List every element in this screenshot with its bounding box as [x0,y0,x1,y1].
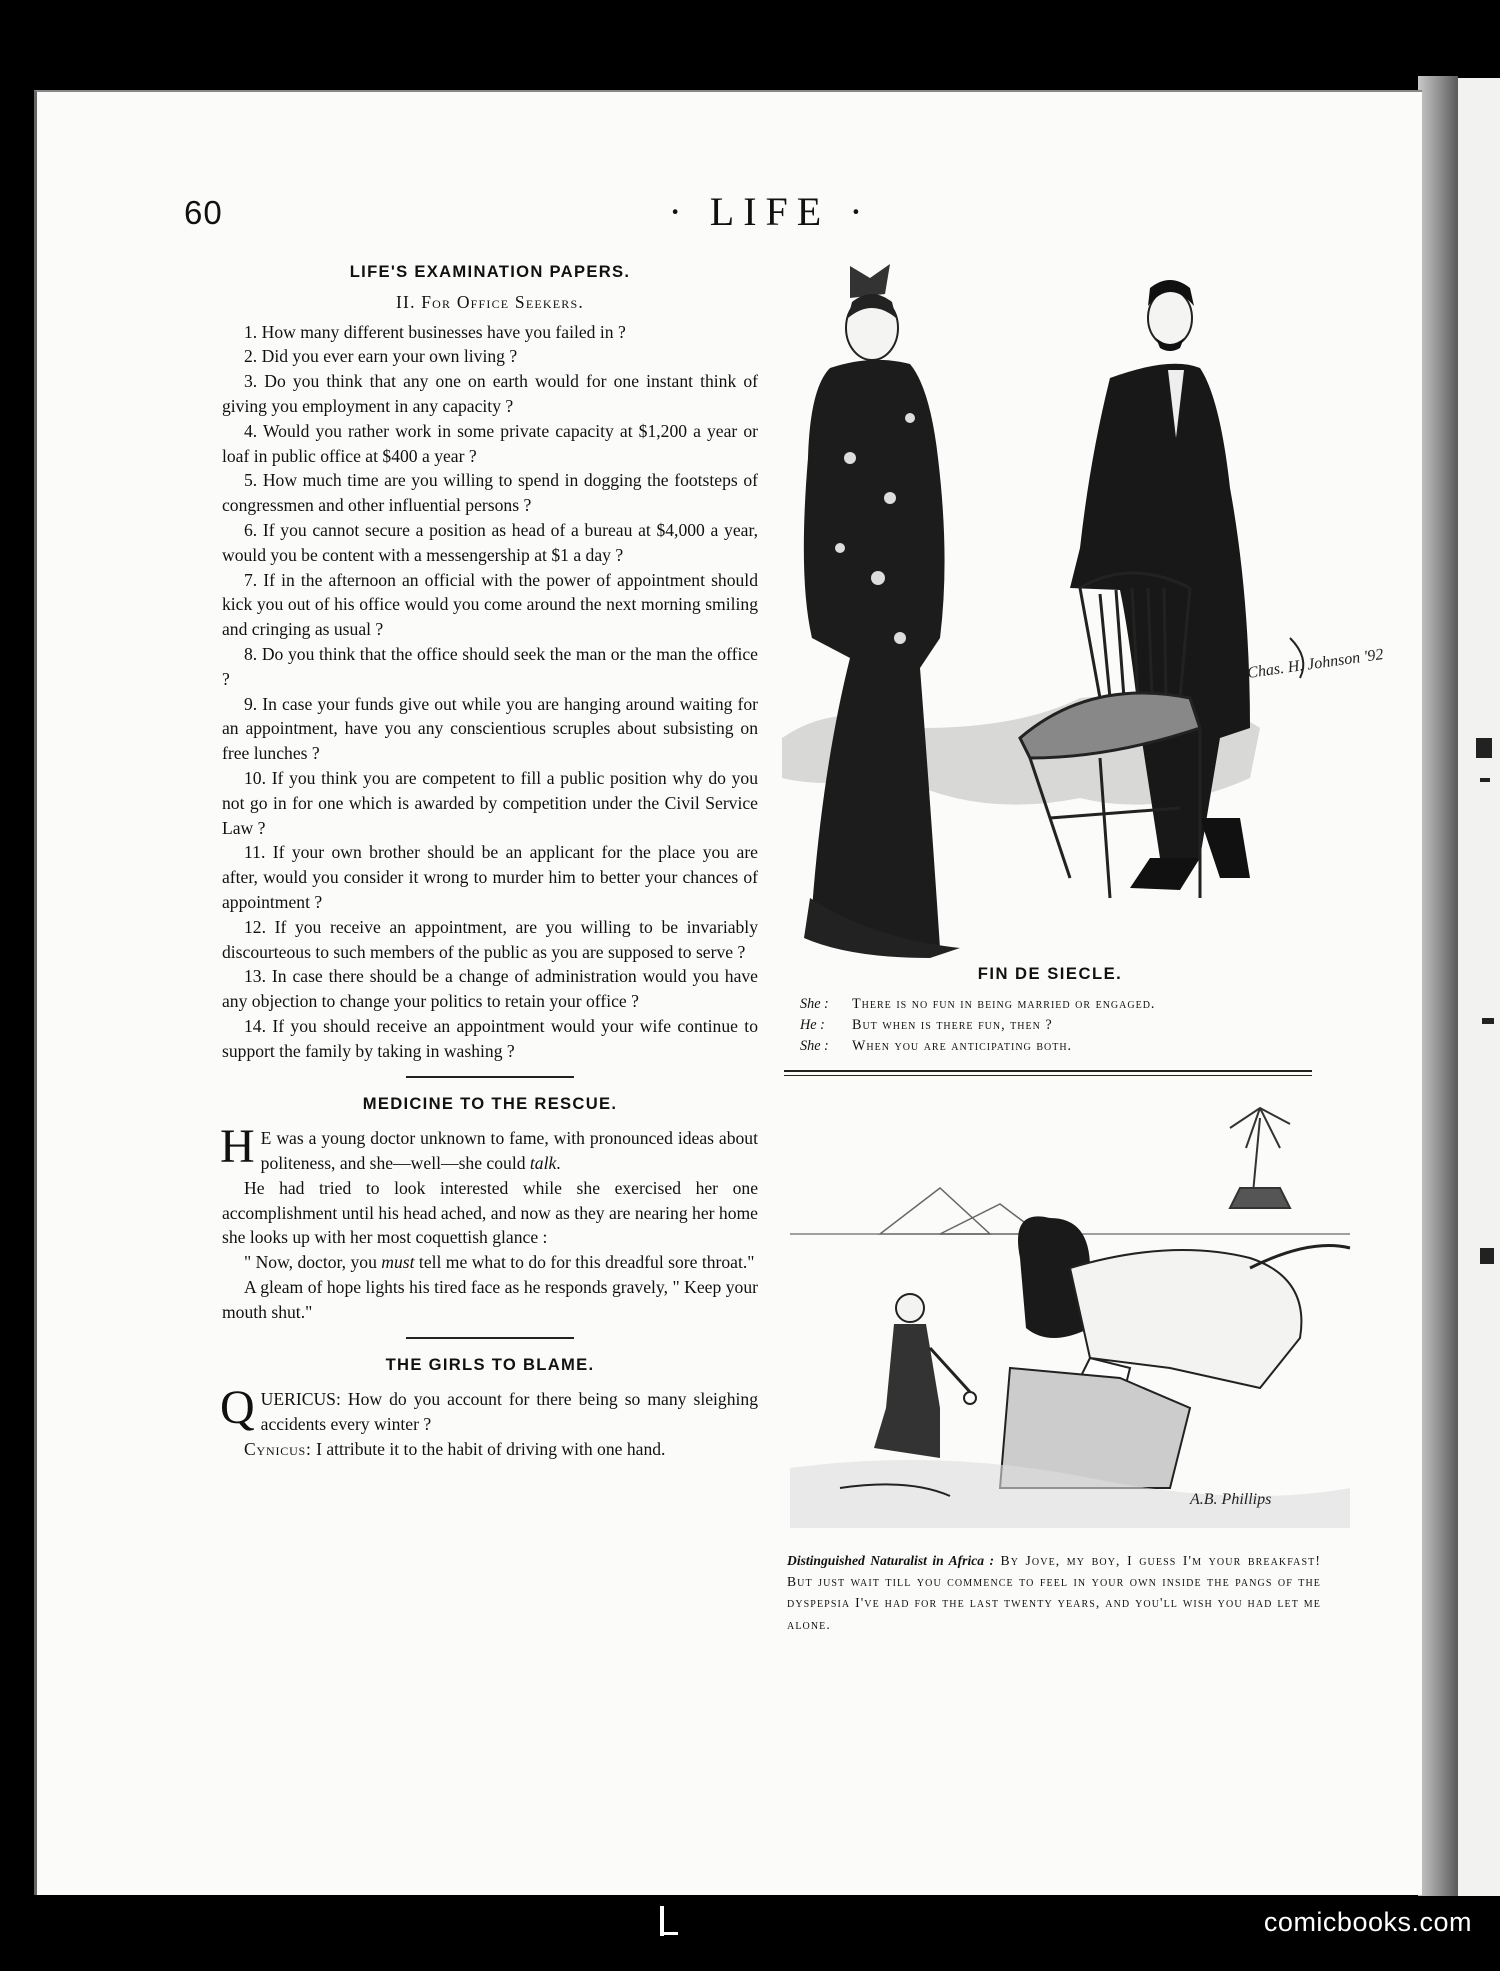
medicine-emphasis: talk [529,1153,557,1174]
fin-de-siecle-dialogue [800,994,1300,1057]
column-double-rule [784,1070,1312,1076]
girls-title: THE GIRLS TO BLAME. [385,1354,595,1374]
medicine-text: tell me what to do for this dreadful sore throat." [414,1252,755,1273]
medicine-paragraph-4: A gleam of hope lights his tired face as he responds gravely, " Keep your mouth shut." [222,1277,758,1322]
medicine-title: MEDICINE TO THE RESCUE. [362,1093,618,1113]
exam-question [222,518,758,568]
naturalist-caption-body: By Jove, my boy, I guess I'm your breakfast! But just wait till you commence to feel in your own inside the pangs of the dyspepsia I've had for the last twenty years, and you'll wish you had let me alone. [787,1553,1321,1632]
scan-mark [660,1932,678,1935]
dialogue-text: When you are anticipating both. [852,1038,1073,1054]
page-number: 60 [184,194,223,231]
question-text: If you cannot secure a position as head of a bureau at $4,000 a year, would you be content with a messengership at $1 a day ? [222,519,758,565]
dialogue-line [800,994,1300,1015]
question-text: Would you rather work in some private capacity at $1,200 a year or loaf in public office at $400 a year ? [222,420,758,466]
naturalist-lion-illustration [790,1108,1390,1528]
question-number: 10. [244,767,266,788]
question-text: In case there should be a change of administration would you have any objection to change your politics to retain your office ? [222,966,758,1012]
medicine-text: " Now, doctor, you [244,1252,382,1273]
adjacent-page-edge [1458,78,1500,1896]
question-number: 12. [244,916,266,937]
exam-question [222,964,758,1014]
question-text: How many different businesses have you failed in ? [261,321,626,342]
naturalist-figure [874,1294,976,1458]
question-text: Did you ever earn your own living ? [261,346,518,367]
dialogue-speaker: He : [800,1017,825,1033]
section-divider [406,1337,574,1339]
exam-question [222,320,758,345]
medicine-text: E was a young doctor unknown to fame, with pronounced ideas about politeness, and she—well—she could [260,1128,758,1174]
question-text: If you think you are competent to fill a public position why do you not go in for one which is awarded by competition under the Civil Service Law ? [222,767,758,838]
woman-figure [804,264,960,958]
medicine-emphasis: must [381,1252,415,1273]
naturalist-caption [787,1550,1321,1635]
question-text: Do you think that any one on earth would for one instant think of giving you employment in any capacity ? [222,371,758,416]
medicine-paragraph-2: He had tried to look interested while she exercised her one accomplishment until his head ached, and now as they are nearing her home she looks up with her most coquettish glance : [222,1177,758,1248]
girls-text: I attribute it to the habit of driving with one hand. [311,1439,666,1460]
palm-tree [1230,1108,1290,1208]
question-text: If you should receive an appointment would your wife continue to support the family by taking in washing ? [222,1015,758,1061]
question-number: 9. [244,693,258,714]
exam-question [222,468,758,518]
exam-question [222,369,758,419]
artist-signature: Chas. H. Johnson '92 [1246,646,1385,682]
naturalist-caption-lead: Distinguished Naturalist in Africa : [787,1553,995,1568]
question-number: 2. [244,346,258,367]
exam-question [222,568,758,642]
medicine-text: . [556,1153,561,1174]
fin-de-siecle-title: FIN DE SIECLE. [977,964,1123,983]
left-column [222,260,758,1462]
exam-title: LIFE'S EXAMINATION PAPERS. [349,262,631,281]
exam-question [222,1014,758,1064]
question-text: If in the afternoon an official with the power of appointment should kick you out of his office would you come around the next morning smiling and cringing as usual ? [222,569,758,640]
exam-question [222,419,758,469]
exam-question [222,642,758,692]
question-number: 3. [244,371,258,392]
dialogue-speaker: She : [800,1038,829,1054]
exam-question [222,692,758,766]
dialogue-line [800,1036,1300,1057]
girls-text: How do you account for there being so many sleighing accidents every winter ? [260,1389,758,1435]
question-text: In case your funds give out while you are hanging around waiting for an appointment, have you any conscientious scruples about subsisting on free lunches ? [222,693,758,764]
section-divider [406,1076,574,1078]
question-text: How much time are you willing to spend in dogging the footsteps of congressmen and other influential persons ? [222,470,758,516]
fin-de-siecle-illustration [780,258,1385,958]
question-number: 13. [244,966,266,987]
speaker-cynicus: Cynicus: [244,1439,312,1460]
dialogue-text: But when is there fun, then ? [852,1017,1053,1033]
question-number: 1. [244,321,258,342]
question-number: 11. [244,842,266,863]
question-text: If you receive an appointment, are you willing to be invariably discourteous to such members of the public as you are supposed to serve ? [222,916,758,962]
dialogue-speaker: She : [800,996,829,1012]
question-number: 8. [244,643,258,664]
drop-cap-h: H [220,1120,255,1174]
exam-question [222,840,758,914]
exam-question-list [222,320,758,1064]
dialogue-line [800,1015,1300,1036]
question-text: If your own brother should be an applicant for the place you are after, would you consider it wrong to murder him to better your chances of appointment ? [222,842,758,912]
girls-paragraph-2 [222,1437,758,1462]
question-text: Do you think that the office should seek the man or the man the office ? [222,643,758,689]
artist-signature: A.B. Phillips [1190,1491,1272,1508]
question-number: 5. [244,470,258,491]
question-number: 6. [244,519,258,540]
question-number: 14. [244,1015,266,1036]
exam-question [222,344,758,369]
medicine-paragraph-3 [222,1250,758,1275]
watermark-text: comicbooks.com [1263,1907,1472,1937]
medicine-paragraph-1 [220,1120,758,1176]
drop-cap-q: Q [220,1381,255,1435]
girls-paragraph-1 [220,1381,758,1437]
exam-question [222,915,758,965]
exam-subtitle: II. For Office Seekers. [396,291,584,312]
question-number: 7. [244,569,258,590]
masthead-title: · LIFE · [668,189,872,234]
exam-question [222,766,758,840]
question-number: 4. [244,420,258,441]
speaker-quericus: UERICUS: [260,1389,341,1410]
dialogue-text: There is no fun in being married or engaged. [852,996,1156,1012]
page-spine [1418,76,1458,1896]
